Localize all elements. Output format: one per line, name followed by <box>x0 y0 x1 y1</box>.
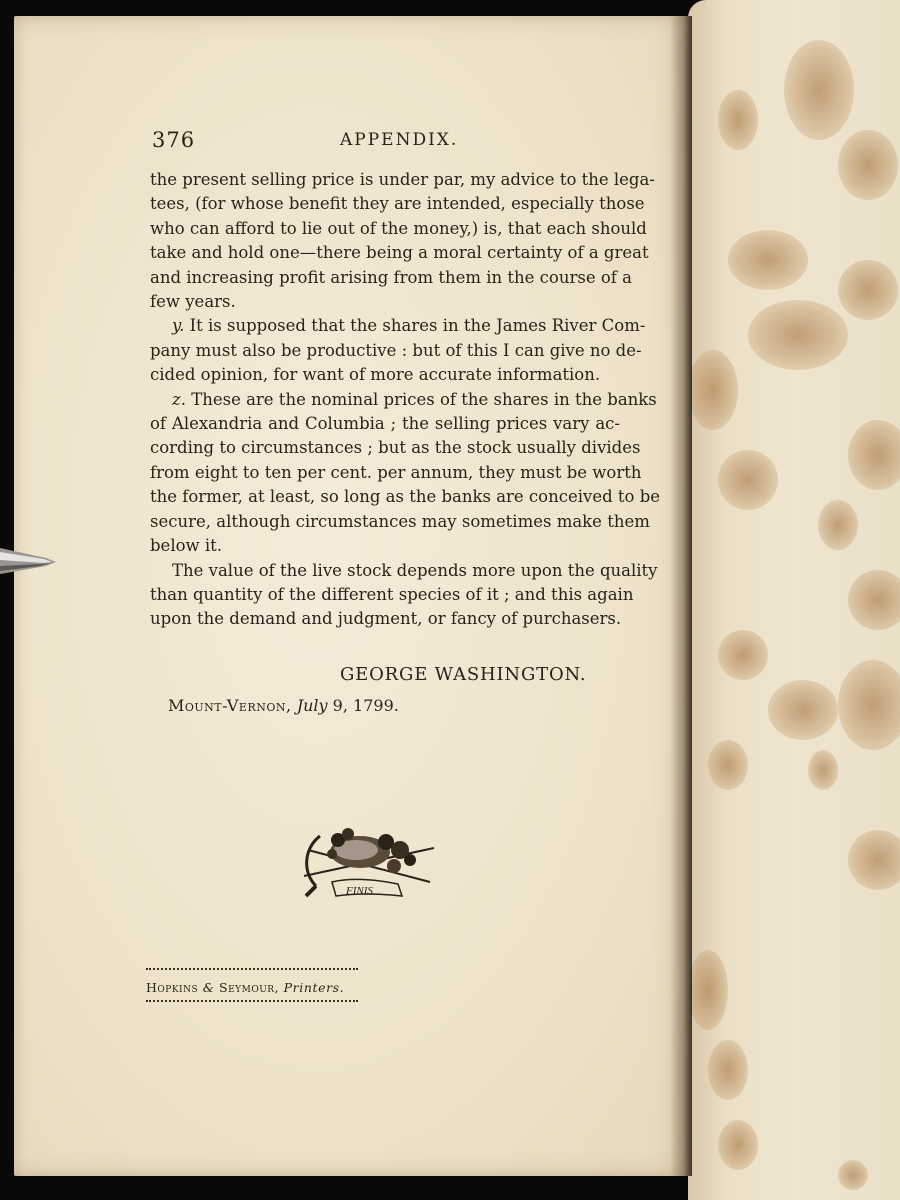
finis-label: FINIS <box>346 885 373 897</box>
text-line: The value of the live stock depends more upon the quality <box>172 560 658 580</box>
text-line: few years. <box>150 292 236 312</box>
running-head <box>152 128 622 158</box>
text-line: upon the demand and judgment, or fancy of purchasers. <box>150 609 622 629</box>
note-z-text: These are the nominal prices of the shares in the banks <box>191 389 657 409</box>
text-line: from eight to ten per cent. per annum, they must be worth <box>150 462 642 482</box>
imprint-amp: & <box>202 980 215 995</box>
text-line: pany must also be productive : but of this I can give no de- <box>150 340 642 360</box>
note-y-text: It is supposed that the shares in the James River Com- <box>189 316 646 336</box>
page-gutter-shadow <box>670 16 692 1176</box>
pen-pointer-icon <box>0 540 60 580</box>
text-line: the present selling price is under par, my advice to the lega- <box>150 170 655 189</box>
note-y-first-line <box>150 314 646 338</box>
imprint-text <box>146 980 366 995</box>
text-line: who can afford to lie out of the money,) is, that each should <box>150 218 647 238</box>
imprint-printer: Hopkins <box>146 980 199 995</box>
text-line: tees, (for whose benefit they are intended, especially those <box>150 194 645 214</box>
body-text <box>150 168 661 632</box>
note-z-first-line <box>150 388 657 412</box>
finis-vignette-icon <box>298 826 438 906</box>
dateline-month: July <box>296 696 328 715</box>
page-title: APPENDIX. <box>340 130 459 150</box>
dateline-place: Mount-Vernon, <box>168 696 292 715</box>
text-line: take and hold one—there being a moral certainty of a great <box>150 243 649 263</box>
text-line: of Alexandria and Columbia ; the selling prices vary ac- <box>150 414 620 434</box>
text-line: than quantity of the different species of it ; and this again <box>150 584 634 604</box>
imprint-rule-top <box>146 968 358 974</box>
facing-page <box>688 0 900 1200</box>
text-line: cording to circumstances ; but as the stock usually divides <box>150 438 641 458</box>
printer-imprint <box>146 968 366 1008</box>
text-line: cided opinion, for want of more accurate information. <box>150 365 601 385</box>
text-line: the former, at least, so long as the banks are conceived to be <box>150 487 661 507</box>
text-line: and increasing profit arising from them in the course of a <box>150 267 632 287</box>
imprint-partner: Seymour, <box>219 980 280 995</box>
note-z-key: z. <box>172 389 186 409</box>
dateline-date: 9, 1799. <box>332 696 399 715</box>
page-number: 376 <box>152 128 196 152</box>
imprint-rule-bottom <box>146 1000 358 1006</box>
note-y-key: y. <box>172 316 185 336</box>
signature: GEORGE WASHINGTON. <box>340 664 587 685</box>
imprint-role: Printers. <box>283 980 345 995</box>
text-line: below it. <box>150 536 223 556</box>
dateline <box>168 696 399 715</box>
text-line: secure, although circumstances may sometimes make them <box>150 511 650 531</box>
